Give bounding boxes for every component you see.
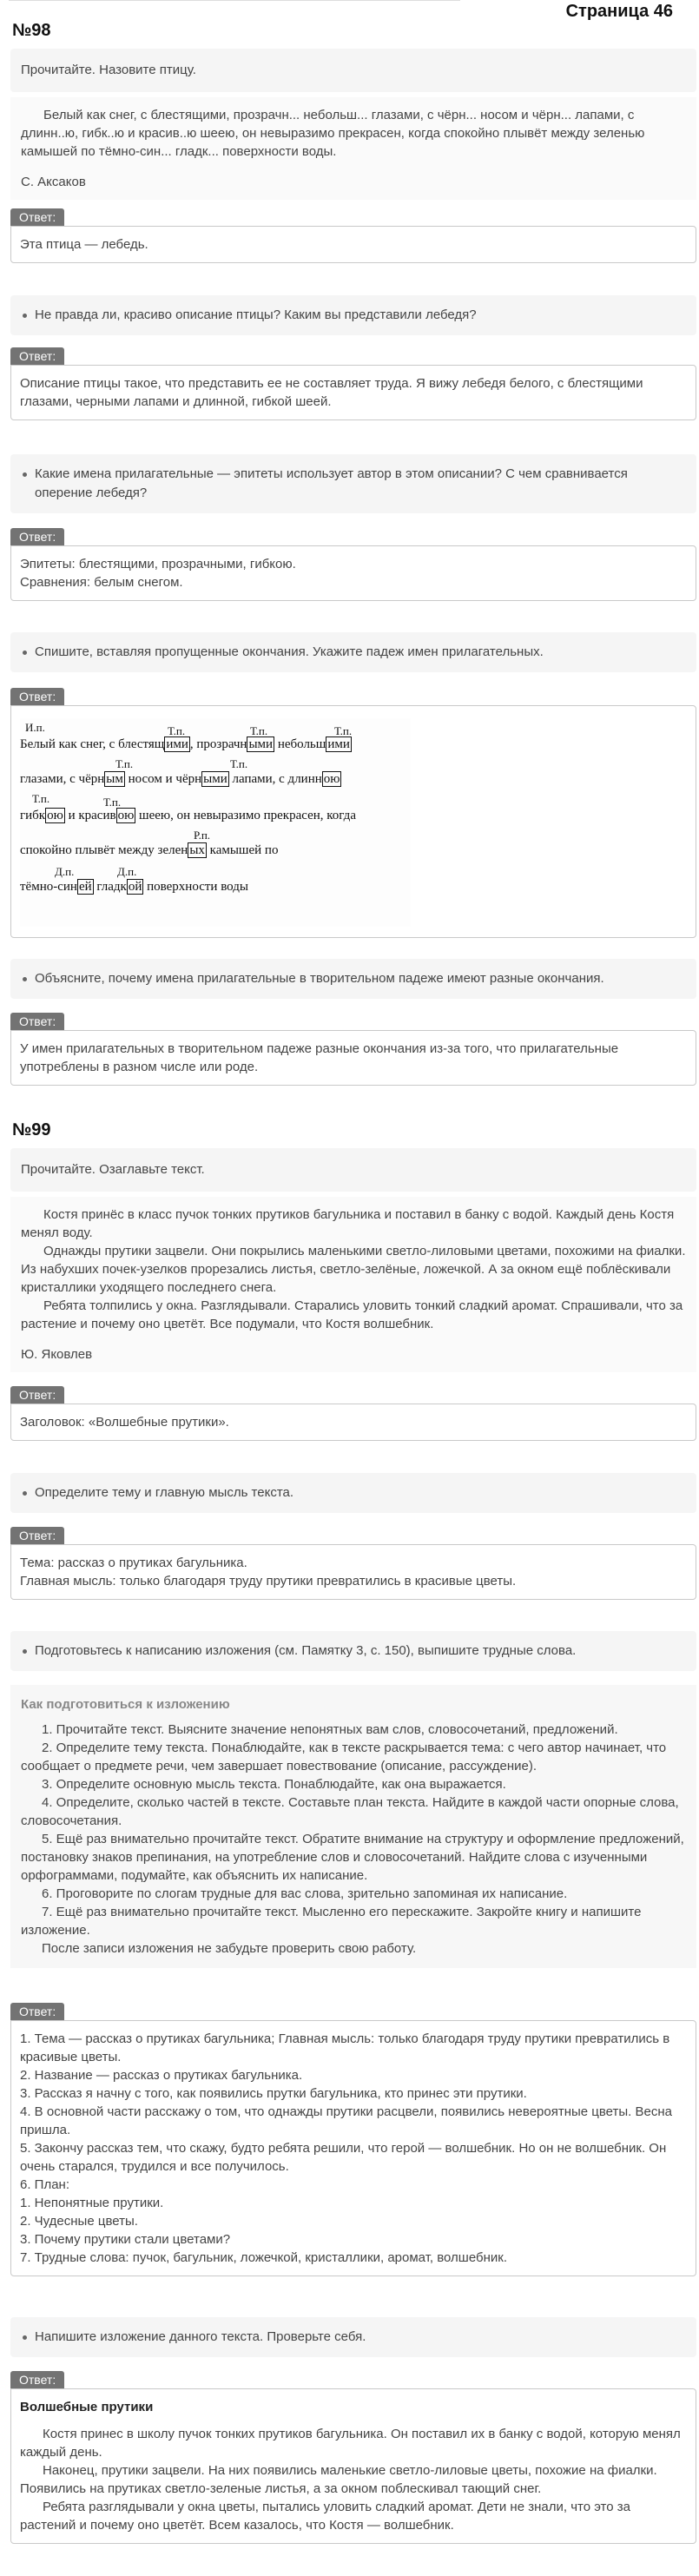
ex98-answer5: [10, 1013, 696, 1086]
ex99-memo: [10, 1685, 696, 1968]
answer-box: [10, 705, 696, 938]
memo-item: 4. Определите, сколько частей в тексте. Составьте план текста. Найдите в каждой части опорные слова, словосочетания.: [21, 1795, 679, 1828]
memo-item: 2. Определите тему текста. Понаблюдайте, как в тексте раскрывается тема: с чего автор начинает, что сообщает о предмете речи, чем завершает повествование (описание, рассуждение).: [21, 1740, 667, 1773]
ex99-answer4: [10, 2371, 696, 2544]
ex99-answer3: [10, 2003, 696, 2276]
memo-item: После записи изложения не забудьте проверить свою работу.: [42, 1941, 417, 1956]
answer-list-item: 2. Чудесные цветы.: [20, 2214, 138, 2229]
ex99-question4: [10, 2317, 696, 2357]
ex98-answer2: [10, 347, 696, 420]
ex99-task1: [10, 1148, 696, 1192]
ex98-question5: [10, 959, 696, 999]
essay-paragraph: Костя принес в школу пучок тонких прутиков багульника. Он поставил их в банку с водой, которую менял каждый день.: [20, 2427, 681, 2460]
scan-line-2: глазами, с чёрн ым носом и чёрн ыми лапами, с длинн ою: [20, 772, 340, 786]
case-label: Т.п.: [230, 757, 248, 770]
answer-label: Ответ:: [10, 2003, 64, 2020]
ex99-question2: [10, 1473, 696, 1513]
case-label: Д.п.: [55, 865, 75, 878]
answer-box: [10, 365, 696, 420]
ex98-question3: [10, 454, 696, 513]
memo-item: 6. Проговорите по слогам трудные для вас слова, зрительно запоминая их написание.: [42, 1886, 568, 1901]
ex98-source-text: [10, 97, 696, 200]
ex98-q2-text: Не правда ли, красиво описание птицы? Каким вы представили лебедя?: [35, 307, 477, 322]
case-label: Т.п.: [334, 724, 353, 737]
ex98-question2: [10, 295, 696, 335]
ex99-source-text: [10, 1197, 696, 1372]
answer-list-item: 1. Непонятные прутики.: [20, 2196, 164, 2210]
exercise-99-number: №99: [12, 1120, 51, 1139]
scan-line-3: гибк ою и красив ою шеею, он невыразимо прекрасен, когда: [20, 809, 356, 822]
answer-list-item: 2. Название — рассказ о прутиках багульника.: [20, 2068, 303, 2083]
answer-label: Ответ:: [10, 1386, 64, 1404]
essay-paragraph: Ребята разглядывали у окна цветы, пытались уловить сладкий аромат. Дети не знали, что это за растений и почему оно цветёт. Всем казалось, что Костя — волшебник.: [20, 2500, 630, 2533]
answer-label: Ответ:: [10, 1013, 64, 1030]
ex98-task1-text: Прочитайте. Назовите птицу.: [21, 63, 196, 77]
answer-list-item: 4. В основной части расскажу о том, что однажды прутики расцвели, появились невероятные цветы. Весна пришла.: [20, 2104, 672, 2137]
ex99-text-paragraph-2: Однажды прутики зацвели. Они покрылись маленькими светло-лиловыми цветами, похожими на фиалки. Из набухших почек-узелков прорезались листья, светло-зелёные, ложечкой. А за окном ещё поблёскивали кристаллики уходящего последнего снега.: [21, 1244, 686, 1295]
ex99-q4-text: Напишите изложение данного текста. Проверьте себя.: [35, 2329, 366, 2344]
memo-item: 3. Определите основную мысль текста. Понаблюдайте, как она выражается.: [42, 1777, 506, 1792]
ex98-author: С. Аксаков: [21, 175, 86, 189]
ex99-answer2: [10, 1527, 696, 1600]
ex99-answer1: [10, 1386, 696, 1441]
essay-title: Волшебные прутики: [20, 2400, 154, 2414]
answer-box: [10, 226, 696, 263]
ex99-q2-text: Определите тему и главную мысль текста.: [35, 1485, 294, 1500]
answer-box: [10, 1404, 696, 1441]
memo-title: Как подготовиться к изложению: [21, 1697, 230, 1712]
ex98-answer2-text: Описание птицы такое, что представить ее не составляет труда. Я вижу лебедя белого, с блестящими глазами, черными лапами и длинной, гибкой шеей.: [20, 376, 643, 409]
memo-item: 7. Ещё раз внимательно прочитайте текст. Мысленно его перескажите. Закройте книгу и напишите изложение.: [21, 1905, 642, 1938]
ex99-author: Ю. Яковлев: [21, 1347, 93, 1362]
answer-box: [10, 1544, 696, 1600]
ex98-q4-text: Спишите, вставляя пропущенные окончания. Укажите падеж имен прилагательных.: [35, 644, 544, 659]
ex99-q3-text: Подготовьтесь к написанию изложения (см. Памятку 3, с. 150), выпишите трудные слова.: [35, 1643, 577, 1658]
handwritten-answer-image: [20, 718, 411, 927]
scan-line-4: спокойно плывёт между зелен ых камышей по: [20, 843, 279, 857]
page-number: Страница 46: [565, 2, 673, 21]
case-label: Т.п.: [168, 724, 186, 737]
case-label: Т.п.: [115, 757, 134, 770]
answer-box: [10, 2388, 696, 2544]
answer-label: Ответ:: [10, 347, 64, 365]
memo-item: 5. Ещё раз внимательно прочитайте текст. Обратите внимание на структуру и оформление предложений, постановку знаков препинания, на употребление слов и словосочетаний. Найдите слова с изученными орфограммами, подумайте, как объяснить их написание.: [21, 1832, 684, 1883]
ex98-q5-text: Объясните, почему имена прилагательные в творительном падеже имеют разные окончания.: [35, 971, 604, 986]
top-divider: [9, 0, 460, 1]
case-label: Д.п.: [117, 865, 137, 878]
answer-label: Ответ:: [10, 2371, 64, 2388]
answer-list-item: 5. Закончу рассказ тем, что скажу, будто ребята решили, что герой — волшебник. Но он не волшебник. Он очень старался, трудился и все получилось.: [20, 2141, 667, 2174]
ex99-question3: [10, 1631, 696, 1671]
answer-label: Ответ:: [10, 1527, 64, 1544]
case-label: Т.п.: [103, 796, 122, 809]
ex98-q3-text: Какие имена прилагательные — эпитеты использует автор в этом описании? С чем сравнивается оперение лебедя?: [35, 466, 628, 500]
case-label: И.п.: [25, 721, 45, 734]
answer-box: [10, 1030, 696, 1086]
case-label: Т.п.: [32, 792, 50, 805]
answer-list-item: 3. Рассказ я начну с того, как появились прутки багульника, кто принес эти прутики.: [20, 2086, 527, 2101]
ex98-text-paragraph: Белый как снег, с блестящими, прозрачн... небольш... глазами, с чёрн... носом и чёрн... лапами, с длинн..ю, гибк..ю и красив..ю шеею, он невыразимо прекрасен, когда спокойно плывёт между зеленью камышей по тёмно-син... гладк... поверхности воды.: [21, 108, 645, 159]
scan-line-1: Белый как снег, с блестящ ими , прозрачн ыми небольш ими: [20, 737, 350, 751]
answer-box: [10, 545, 696, 601]
answer-label: Ответ:: [10, 528, 64, 545]
ex98-answer3-line1: Эпитеты: блестящими, прозрачными, гибкою.: [20, 557, 296, 571]
ex99-text-paragraph-3: Ребята толпились у окна. Разглядывали. Старались уловить тонкий сладкий аромат. Спрашивали, что за растение и почему оно цветёт. Все подумали, что Костя волшебник.: [21, 1298, 683, 1331]
ex98-answer4: [10, 688, 696, 938]
answer-list-item: 7. Трудные слова: пучок, багульник, ложечкой, кристаллики, аромат, волшебник.: [20, 2250, 507, 2265]
ex98-task1: [10, 49, 696, 92]
case-label: Т.п.: [250, 724, 268, 737]
ex99-answer2-line1: Тема: рассказ о прутиках багульника.: [20, 1556, 247, 1570]
answer-label: Ответ:: [10, 688, 64, 705]
ex98-answer1: [10, 208, 696, 263]
exercise-98-number: №98: [12, 21, 51, 40]
answer-label: Ответ:: [10, 208, 64, 226]
ex98-answer1-text: Эта птица — лебедь.: [20, 237, 148, 252]
ex99-task1-text: Прочитайте. Озаглавьте текст.: [21, 1162, 205, 1177]
ex98-question4: [10, 632, 696, 672]
ex98-answer3: [10, 528, 696, 601]
answer-list-item: 6. План:: [20, 2177, 70, 2192]
answer-box: [10, 2020, 696, 2276]
case-label: Р.п.: [194, 829, 211, 842]
scan-line-5: тёмно-син ей гладк ой поверхности воды: [20, 880, 248, 894]
ex98-answer5-text: У имен прилагательных в творительном падеже разные окончания из-за того, что прилагательные употреблены в разном числе или роде.: [20, 1041, 619, 1074]
ex99-answer2-line2: Главная мысль: только благодаря труду прутики превратились в красивые цветы.: [20, 1574, 517, 1589]
ex99-answer1-text: Заголовок: «Волшебные прутики».: [20, 1415, 229, 1430]
answer-list-item: 3. Почему прутики стали цветами?: [20, 2232, 231, 2247]
ex99-text-paragraph-1: Костя принёс в класс пучок тонких прутиков багульника и поставил в банку с водой. Каждый день Костя менял воду.: [21, 1207, 675, 1240]
essay-paragraph: Наконец, прутики зацвели. На них появились маленькие светло-лиловые цветы, похожие на фиалки. Появились на прутиках светло-зеленые листья, а за окном поблескивал тающий снег.: [20, 2463, 657, 2496]
memo-item: 1. Прочитайте текст. Выясните значение непонятных вам слов, словосочетаний, предложений.: [42, 1722, 618, 1737]
answer-list-item: 1. Тема — рассказ о прутиках багульника; Главная мысль: только благодаря труду прутики превратились в красивые цветы.: [20, 2031, 670, 2064]
ex98-answer3-line2: Сравнения: белым снегом.: [20, 575, 183, 590]
